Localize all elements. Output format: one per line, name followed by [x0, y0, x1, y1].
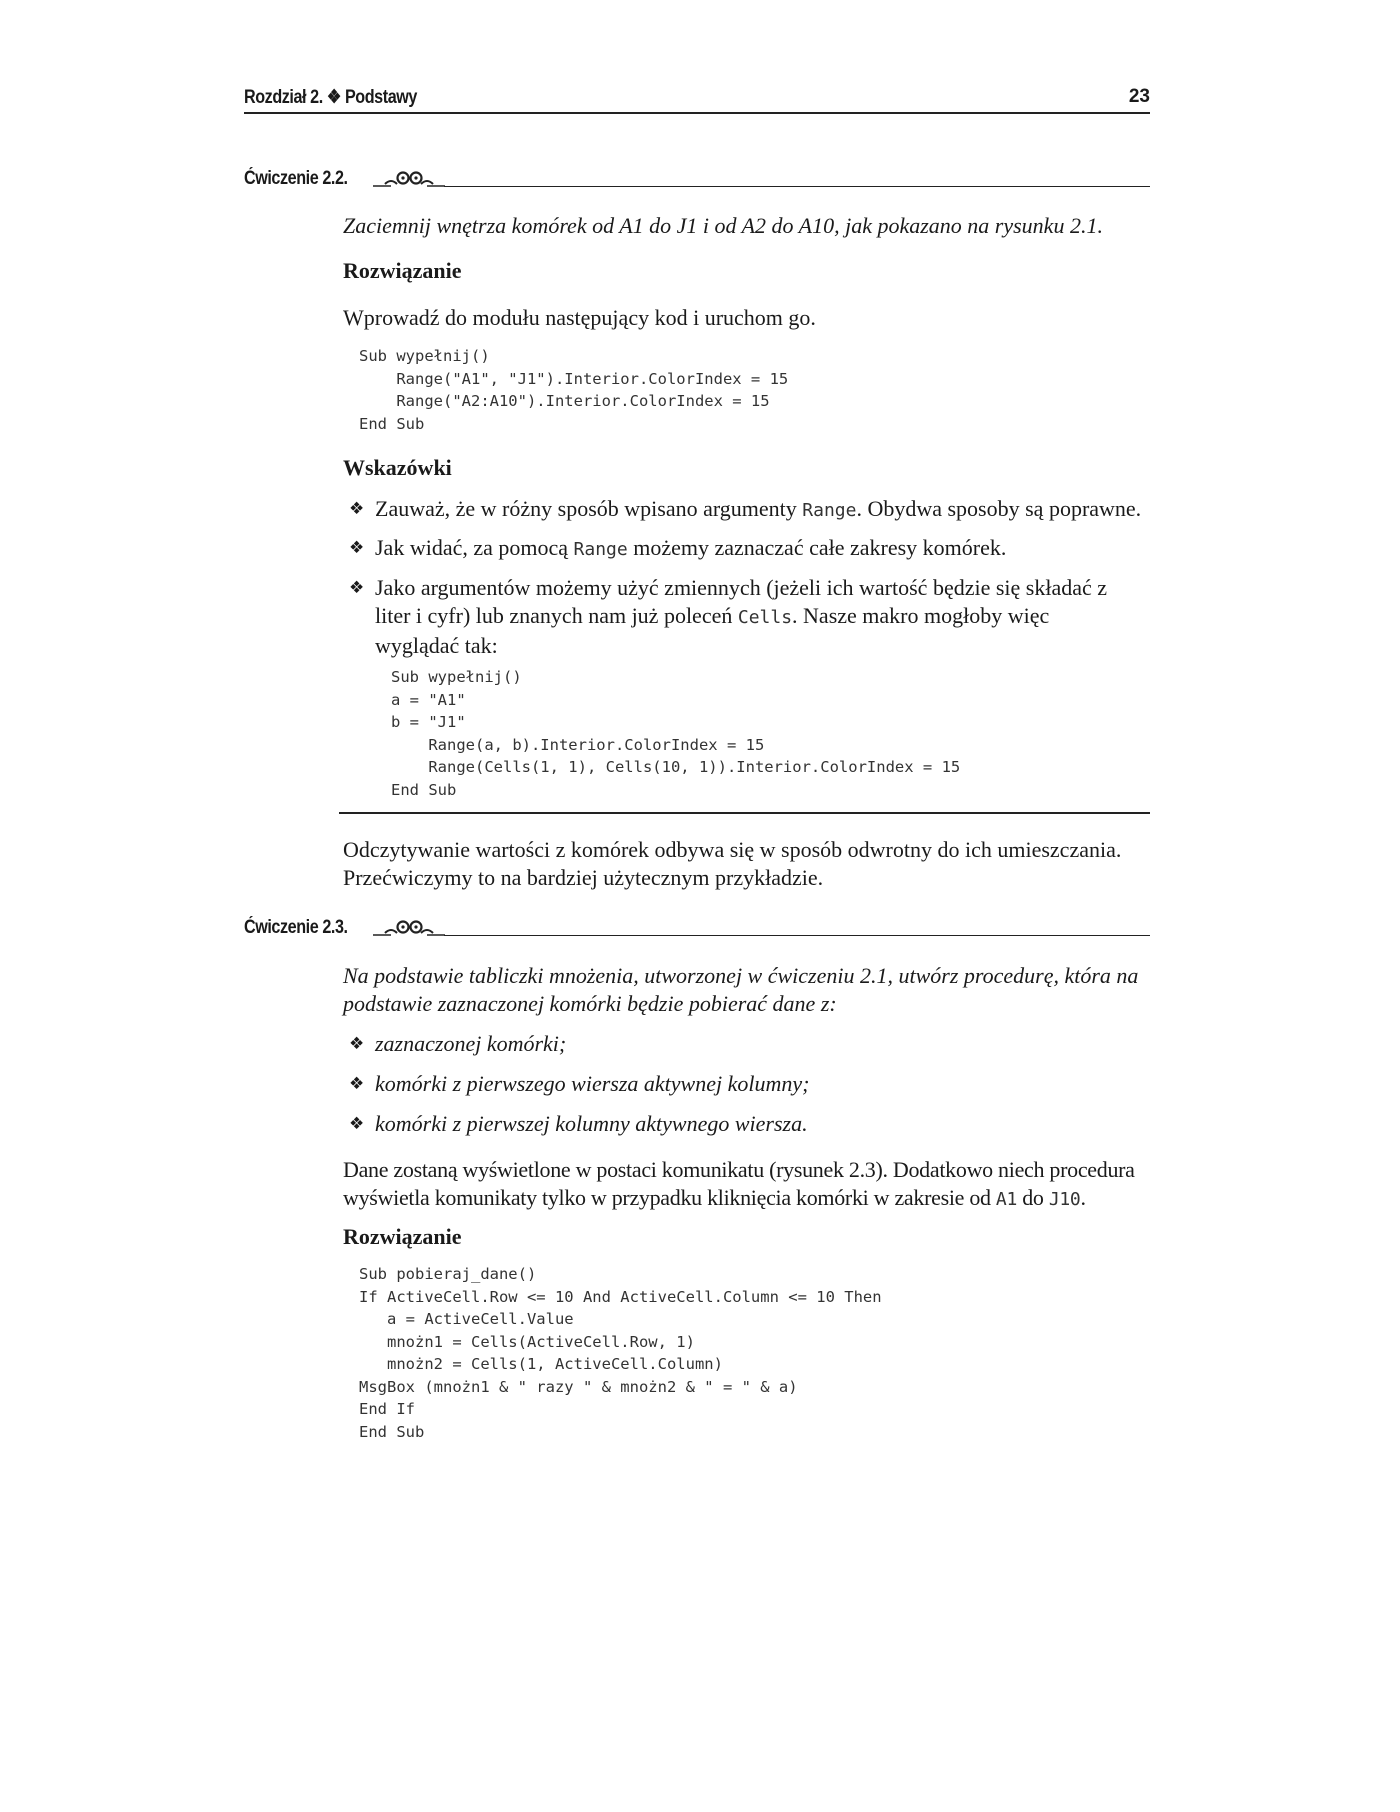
bullet-icon: ❖ [349, 499, 365, 519]
transition-paragraph: Odczytywanie wartości z komórek odbywa się w sposób odwrotny do ich umieszczania. Przećwiczymy to na bardziej użytecznym przykładzie. [343, 837, 1122, 890]
code-block-3: Sub pobieraj_dane() If ActiveCell.Row <= 10 And ActiveCell.Column <= 10 Then a = ActiveCell.Value mnożn1 = Cells(ActiveCell.Row, 1) mnożn2 = Cells(1, ActiveCell.Column) MsgBox (mnożn1 & " razy " & mnożn2 & " = " & a) End If End Sub [359, 1265, 882, 1441]
ornament-icon [371, 915, 445, 939]
hint-item: ❖ Zauważ, że w różny sposób wpisano argumenty Range. Obydwa sposoby są poprawne. [349, 496, 1142, 521]
code-block-2: Sub wypełnij() a = "A1" b = "J1" Range(a, b).Interior.ColorIndex = 15 Range(Cells(1, 1), Cells(10, 1)).Interior.ColorIndex = 15 End Sub [391, 668, 961, 799]
task-item: ❖ komórki z pierwszego wiersza aktywnej kolumny; [349, 1071, 810, 1096]
running-head [244, 86, 1150, 114]
page-number: 23 [1128, 86, 1150, 107]
bullet-icon: ❖ [349, 1074, 365, 1094]
bullet-icon: ❖ [349, 538, 365, 558]
inline-code: J10 [1048, 1189, 1081, 1210]
inline-code: A1 [995, 1189, 1017, 1210]
solution-intro: Wprowadź do modułu następujący kod i uruchom go. [343, 305, 816, 330]
task-item: ❖ zaznaczonej komórki; [349, 1031, 567, 1056]
code-block-1: Sub wypełnij() Range("A1", "J1").Interior.ColorIndex = 15 Range("A2:A10").Interior.ColorIndex = 15 End Sub [359, 347, 789, 433]
exercise-2-3-heading [244, 915, 1150, 943]
ornament-icon [371, 166, 445, 190]
hint-item: ❖ Jako argumentów możemy użyć zmiennych (jeżeli ich wartość będzie się składać z liter i cyfr) lub znanych nam już poleceń Cells. Nasze makro mogłoby więc wyglądać tak: [349, 575, 1108, 658]
heading-rule [444, 186, 1150, 187]
bullet-icon: ❖ [349, 1034, 365, 1054]
inline-code: Cells [737, 607, 793, 628]
inline-code: Range [573, 539, 628, 560]
solution-heading: Rozwiązanie [343, 1224, 462, 1249]
inline-code: Range [802, 500, 857, 521]
bullet-icon: ❖ [349, 578, 365, 598]
exercise-2-2-task: Zaciemnij wnętrza komórek od A1 do J1 i od A2 do A10, jak pokazano na rysunku 2.1. [343, 213, 1103, 238]
exercise-2-2-heading [244, 166, 1150, 194]
task-item: ❖ komórki z pierwszej kolumny aktywnego wiersza. [349, 1111, 808, 1136]
hints-heading: Wskazówki [343, 455, 452, 480]
exercise-2-3-description: Dane zostaną wyświetlone w postaci komunikatu (rysunek 2.3). Dodatkowo niech procedura wyświetla komunikaty tylko w przypadku kliknięcia komórki w zakresie od A1 do J10. [343, 1157, 1135, 1210]
exercise-label: Ćwiczenie 2.3. [244, 917, 348, 938]
heading-rule [444, 935, 1150, 936]
exercise-end-rule [339, 812, 1150, 814]
bullet-icon: ❖ [349, 1114, 365, 1134]
exercise-2-3-task: Na podstawie tabliczki mnożenia, utworzonej w ćwiczeniu 2.1, utwórz procedurę, która na podstawie zaznaczonej komórki będzie pobierać dane z: [343, 963, 1139, 1016]
chapter-title: Rozdział 2. ❖ Podstawy [244, 87, 417, 108]
exercise-label: Ćwiczenie 2.2. [244, 168, 348, 189]
hint-item: ❖ Jak widać, za pomocą Range możemy zaznaczać całe zakresy komórek. [349, 535, 1007, 560]
solution-heading: Rozwiązanie [343, 258, 462, 283]
